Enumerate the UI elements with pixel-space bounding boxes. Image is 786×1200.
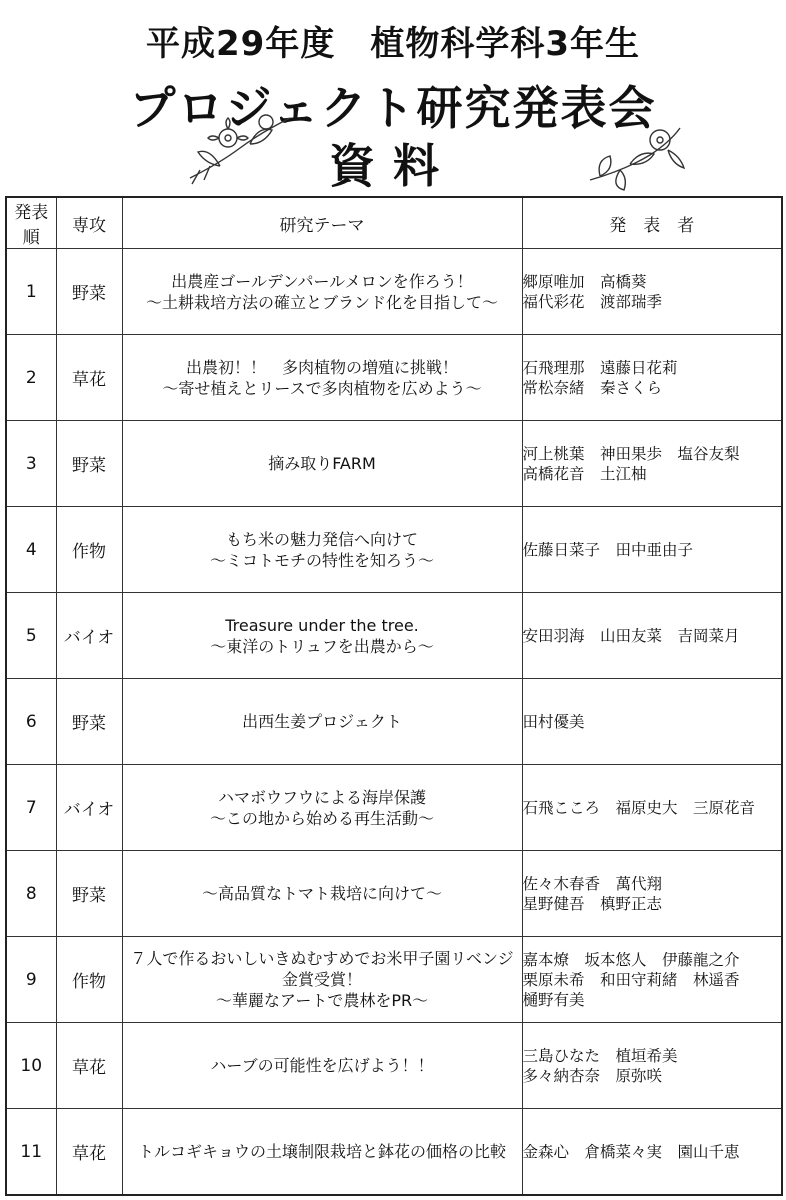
author-line: 佐藤日菜子 田中亜由子 — [522, 540, 694, 559]
author-line: 福代彩花 渡部瑞季 — [522, 292, 663, 311]
table-row — [6, 765, 782, 851]
theme-line: 出農産ゴールデンパールメロンを作ろう！ — [171, 271, 473, 291]
author-line: 安田羽海 山田友菜 吉岡菜月 — [522, 626, 740, 645]
authors-cell — [522, 421, 782, 507]
table-row — [6, 937, 782, 1023]
header-order: 発表順 — [6, 197, 56, 249]
flower-illustration-right — [580, 120, 690, 195]
author-line: 河上桃葉 神田果歩 塩谷友梨 — [522, 444, 740, 463]
header-year-class: 平成29年度 植物科学科3年生 — [146, 24, 640, 64]
header-theme: 研究テーマ — [122, 197, 522, 249]
major-cell: バイオ — [56, 765, 122, 851]
presentation-order: 5 — [6, 593, 56, 679]
theme-cell — [122, 1023, 522, 1109]
table-header-row — [6, 197, 782, 249]
theme-line: トルコギキョウの土壌制限栽培と鉢花の価格の比較 — [137, 1142, 506, 1161]
major-cell: 草花 — [56, 335, 122, 421]
presentation-order: 4 — [6, 507, 56, 593]
theme-cell — [122, 421, 522, 507]
authors-cell — [522, 593, 782, 679]
theme-line: 出西生姜プロジェクト — [242, 712, 402, 731]
table-row — [6, 679, 782, 765]
author-line: 郷原唯加 高橋葵 — [522, 272, 647, 291]
table-row — [6, 851, 782, 937]
author-line: 金森心 倉橋菜々実 園山千恵 — [522, 1142, 740, 1161]
presentation-order: 7 — [6, 765, 56, 851]
header-authors: 発 表 者 — [522, 197, 782, 249]
author-line: 高橋花音 土江柚 — [522, 464, 647, 483]
authors-cell — [522, 937, 782, 1023]
theme-line: ～土耕栽培方法の確立とブランド化を目指して～ — [145, 292, 498, 312]
table-row — [6, 249, 782, 335]
authors-cell — [522, 335, 782, 421]
table-row — [6, 421, 782, 507]
major-cell: 野菜 — [56, 421, 122, 507]
author-line: 常松奈緒 秦さくら — [522, 378, 663, 397]
theme-cell — [122, 765, 522, 851]
theme-line: 摘み取りFARM — [268, 454, 376, 473]
major-cell: 野菜 — [56, 851, 122, 937]
header-materials: 資料 — [329, 139, 457, 193]
presentation-schedule-table — [5, 196, 783, 1196]
presentation-order: 8 — [6, 851, 56, 937]
theme-cell — [122, 249, 522, 335]
major-cell: 野菜 — [56, 249, 122, 335]
major-cell: 作物 — [56, 507, 122, 593]
presentation-order: 11 — [6, 1109, 56, 1196]
author-line: 田村優美 — [522, 712, 585, 731]
theme-cell — [122, 335, 522, 421]
presentation-order: 2 — [6, 335, 56, 421]
document-header — [0, 0, 786, 195]
author-line: 石飛こころ 福原史大 三原花音 — [522, 798, 756, 817]
major-cell: 作物 — [56, 937, 122, 1023]
table-row — [6, 1023, 782, 1109]
theme-line: ７人で作るおいしいきぬむすめでお米甲子園リベンジ金賞受賞！ — [130, 949, 514, 989]
header-major: 専攻 — [56, 197, 122, 249]
theme-cell — [122, 851, 522, 937]
theme-line: ～高品質なトマト栽培に向けて～ — [201, 884, 442, 903]
authors-cell — [522, 249, 782, 335]
major-cell: 草花 — [56, 1109, 122, 1196]
theme-cell — [122, 1109, 522, 1196]
theme-line: ～この地から始める再生活動～ — [209, 808, 434, 828]
theme-cell — [122, 593, 522, 679]
theme-line: ハーブの可能性を広げよう！！ — [210, 1056, 434, 1075]
presentation-order: 3 — [6, 421, 56, 507]
presentation-order: 1 — [6, 249, 56, 335]
theme-line: ～ミコトモチの特性を知ろう～ — [209, 550, 434, 570]
header-event-title: プロジェクト研究発表会 — [129, 81, 657, 135]
major-cell: 草花 — [56, 1023, 122, 1109]
theme-cell — [122, 507, 522, 593]
author-line: 石飛理那 遠藤日花莉 — [522, 358, 678, 377]
major-cell: 野菜 — [56, 679, 122, 765]
table-row — [6, 593, 782, 679]
table-row — [6, 335, 782, 421]
theme-line: 出農初！！ 多肉植物の増殖に挑戦！ — [185, 357, 458, 377]
author-line: 星野健吾 槙野正志 — [522, 894, 663, 913]
authors-cell — [522, 679, 782, 765]
table-row — [6, 507, 782, 593]
author-line: 多々納杏奈 原弥咲 — [522, 1066, 663, 1085]
presentation-order: 10 — [6, 1023, 56, 1109]
table-row — [6, 1109, 782, 1196]
theme-cell — [122, 679, 522, 765]
authors-cell — [522, 507, 782, 593]
authors-cell — [522, 1109, 782, 1196]
theme-line: もち米の魅力発信へ向けて — [225, 529, 418, 549]
flower-illustration-left — [180, 108, 300, 188]
author-line: 樋野有美 — [522, 990, 585, 1009]
author-line: 嘉本燎 坂本悠人 伊藤龍之介 — [522, 950, 740, 969]
theme-line: ～東洋のトリュフを出農から～ — [210, 636, 434, 656]
author-line: 三島ひなた 植垣希美 — [522, 1046, 678, 1065]
author-line: 佐々木春香 萬代翔 — [522, 874, 663, 893]
theme-cell — [122, 937, 522, 1023]
authors-cell — [522, 1023, 782, 1109]
theme-line: ～寄せ植えとリースで多肉植物を広めよう～ — [162, 378, 482, 398]
theme-line: Treasure under the tree. — [225, 615, 419, 635]
author-line: 栗原未希 和田守莉緒 林遥香 — [522, 970, 740, 989]
theme-line: ～華麗なアートで農林をPR～ — [215, 991, 429, 1010]
theme-line: ハマボウフウによる海岸保護 — [217, 787, 426, 807]
major-cell: バイオ — [56, 593, 122, 679]
presentation-order: 9 — [6, 937, 56, 1023]
authors-cell — [522, 765, 782, 851]
authors-cell — [522, 851, 782, 937]
presentation-order: 6 — [6, 679, 56, 765]
